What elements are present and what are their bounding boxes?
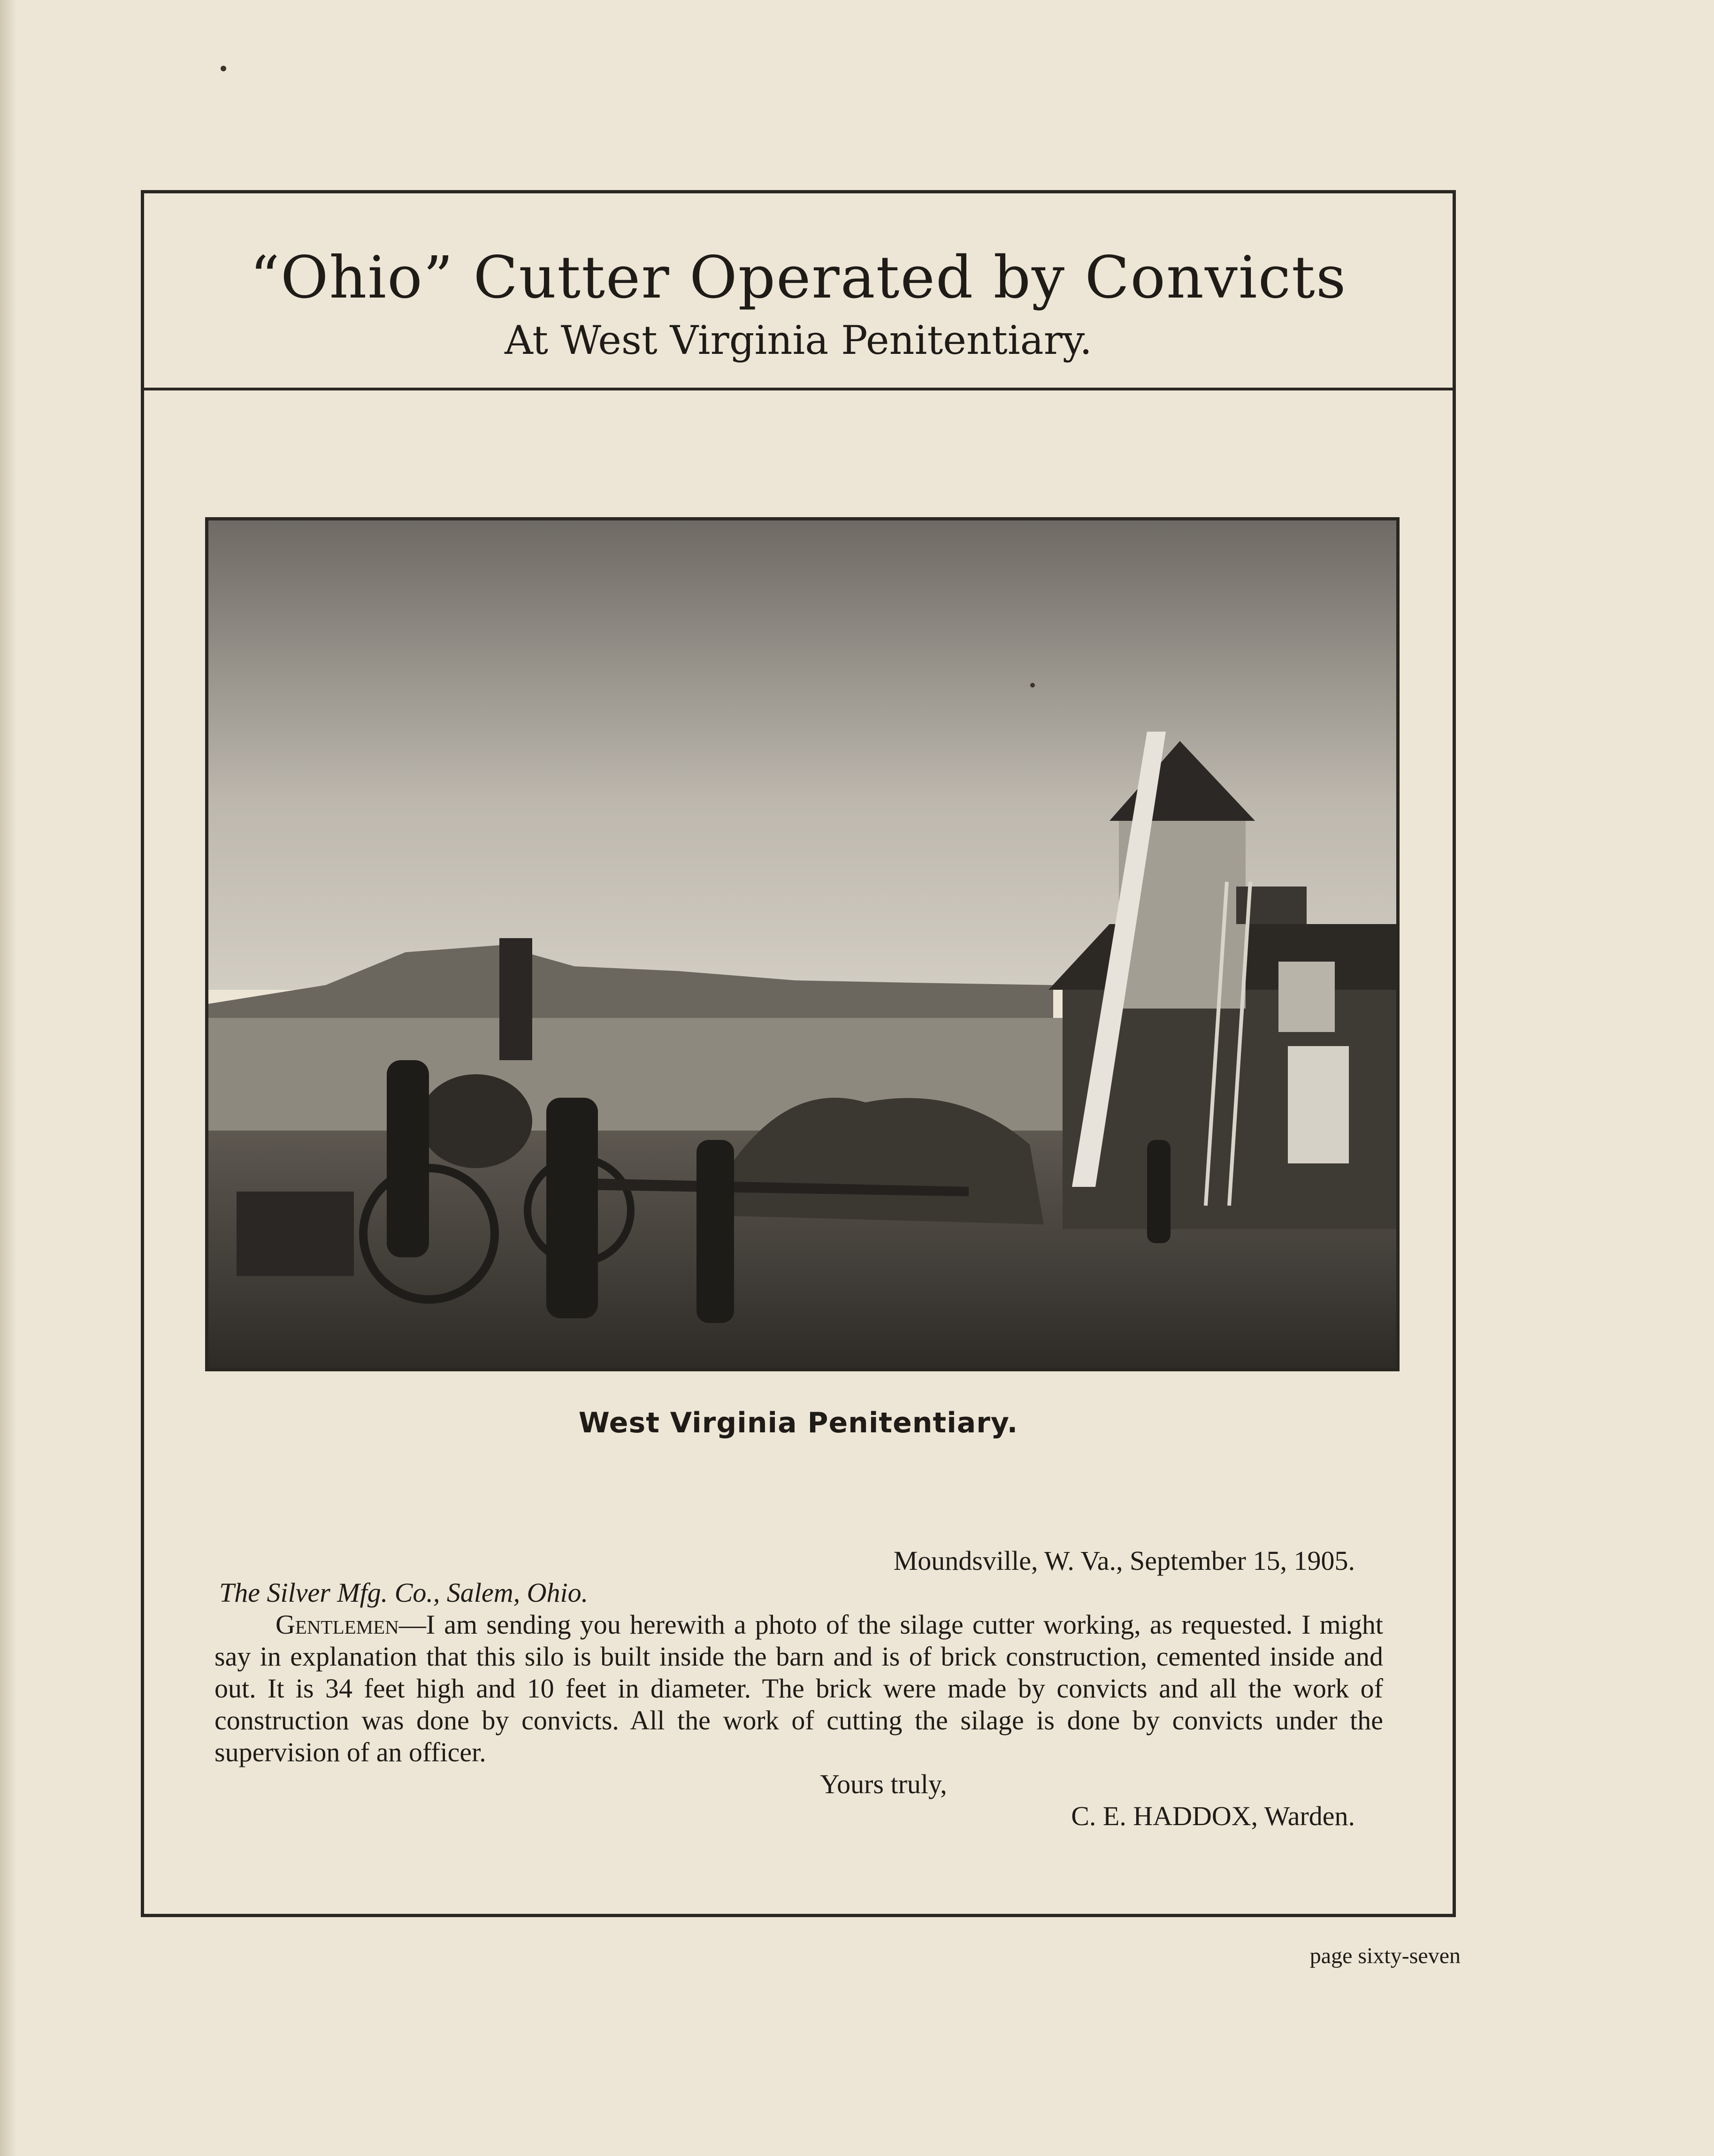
page-subtitle: At West Virginia Penitentiary. bbox=[505, 317, 1092, 363]
penitentiary-photo bbox=[205, 517, 1400, 1371]
letter-closing: Yours truly, bbox=[820, 1769, 947, 1799]
header-box bbox=[144, 193, 1453, 390]
page-number: page sixty-seven bbox=[1309, 1943, 1461, 1968]
letter-place-date: Moundsville, W. Va., September 15, 1905. bbox=[893, 1545, 1355, 1576]
paper-speck bbox=[1030, 683, 1035, 688]
page-title: “Ohio” Cutter Operated by Convicts bbox=[250, 244, 1347, 312]
photo-caption: West Virginia Penitentiary. bbox=[578, 1407, 1018, 1439]
paper-speck bbox=[221, 66, 226, 71]
letter-body-text: —I am sending you herewith a photo of the silage cutter working, as requested. I might say in explanation that this silo is built inside the barn and is of brick construction, cemented inside and out. It is 34 feet high and 10 feet in diameter. The brick were made by convicts and all the work of construction was done by convicts. All the work of cutting the silage is done by convicts under the supervision of an officer. bbox=[214, 1609, 1383, 1767]
letter-salutation: Gentlemen bbox=[275, 1609, 399, 1640]
letter bbox=[214, 1545, 1383, 1832]
page-edge-shadow bbox=[0, 0, 17, 2156]
advertisement-frame bbox=[141, 190, 1456, 1917]
letter-addressee: The Silver Mfg. Co., Salem, Ohio. bbox=[219, 1577, 589, 1608]
letter-signature: C. E. HADDOX, Warden. bbox=[1071, 1801, 1355, 1831]
letter-body bbox=[214, 1609, 1383, 1768]
